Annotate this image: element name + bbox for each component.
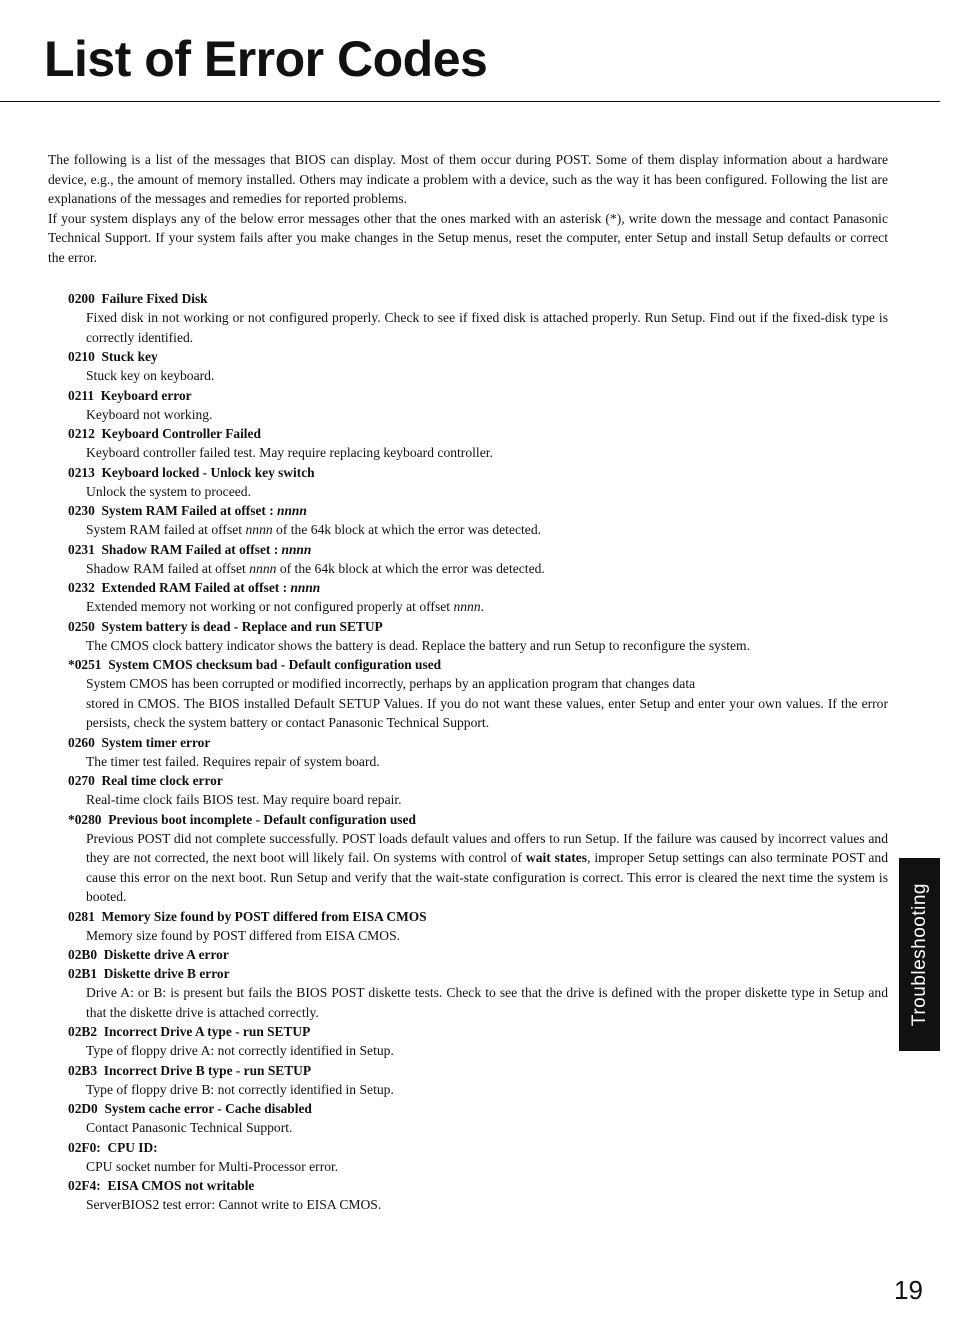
error-entry-02F0 <box>48 1138 888 1177</box>
error-code: 02B2 <box>68 1024 98 1039</box>
description-text: of the 64k block at which the error was detected. <box>272 522 542 537</box>
error-entry-heading <box>68 1061 888 1080</box>
description-text: Extended memory not working or not configured properly at offset <box>86 599 454 614</box>
error-entry-02B2 <box>48 1022 888 1061</box>
error-entry-heading <box>68 907 888 926</box>
offset-variable: nnnn <box>281 541 312 557</box>
error-entry-0232 <box>48 578 888 617</box>
error-code: 02D0 <box>68 1101 98 1116</box>
error-entry-0281 <box>48 907 888 946</box>
description-text: , improper Setup settings can also terminate POST and cause this error on the next boot. Run Setup and verify that the wait-state configuration is correct. This error is cleared the next time the system is booted. <box>86 850 889 904</box>
error-description: The CMOS clock battery indicator shows the battery is dead. Replace the battery and run Setup to reconfigure the system. <box>86 637 751 653</box>
error-code-list <box>48 289 888 1215</box>
error-description <box>86 597 888 617</box>
error-code: 02B3 <box>68 1062 98 1078</box>
error-entry-02B1 <box>48 964 888 1022</box>
error-entry-0210 <box>48 347 888 386</box>
error-entry-heading <box>68 945 888 964</box>
offset-variable: nnnn <box>453 599 481 614</box>
error-entry-0231 <box>48 540 888 579</box>
offset-variable: nnnn <box>277 503 307 518</box>
error-title: Keyboard locked - Unlock key switch <box>101 464 315 480</box>
error-entry-02B3 <box>48 1061 888 1100</box>
description-text: . <box>480 599 485 614</box>
error-title: Diskette drive B error <box>103 966 230 981</box>
error-title: CPU ID: <box>107 1139 158 1155</box>
error-code: 0232 <box>68 580 95 595</box>
error-entry-heading <box>68 655 888 674</box>
description-text: of the 64k block at which the error was detected. <box>276 560 545 576</box>
description-text: Shadow RAM failed at offset <box>86 560 250 576</box>
description-text: System RAM failed at offset <box>86 522 246 537</box>
error-code: 0250 <box>68 618 95 634</box>
error-entry-0212 <box>48 424 888 463</box>
error-entry-0250 <box>48 617 888 656</box>
error-title: Failure Fixed Disk <box>101 291 208 306</box>
error-entry-0251 <box>48 655 888 733</box>
error-code: 0211 <box>68 387 95 403</box>
error-entry-heading <box>68 1176 888 1195</box>
error-code: 0270 <box>68 773 95 788</box>
error-entry-0200 <box>48 289 888 347</box>
error-entry-heading <box>68 578 888 597</box>
page-number: 19 <box>894 1275 923 1305</box>
error-entry-0260 <box>48 733 888 772</box>
error-title: Real time clock error <box>101 773 223 788</box>
error-code: 0200 <box>68 291 95 306</box>
error-entry-0213 <box>48 463 888 502</box>
error-code: 0213 <box>68 464 95 480</box>
error-title: System timer error <box>101 734 211 750</box>
error-entry-heading <box>68 617 888 636</box>
error-entry-heading <box>68 501 888 520</box>
error-description: CPU socket number for Multi-Processor error. <box>86 1158 339 1174</box>
error-description: Type of floppy drive A: not correctly identified in Setup. <box>86 1043 394 1058</box>
error-title: Incorrect Drive A type - run SETUP <box>103 1024 311 1039</box>
offset-variable: nnnn <box>245 522 273 537</box>
error-code: 0210 <box>68 349 95 364</box>
error-title: Previous boot incomplete - Default configuration used <box>108 811 416 827</box>
error-entry-heading <box>68 540 888 559</box>
error-entry-0230 <box>48 501 888 540</box>
error-entry-heading <box>68 463 888 482</box>
error-entry-heading <box>68 347 888 366</box>
error-code: 0231 <box>68 541 95 557</box>
error-description: Contact Panasonic Technical Support. <box>86 1120 293 1135</box>
intro-paragraph-2: If your system displays any of the below error messages other that the ones marked with an asterisk (*), write down the message and contact Panasonic Technical Support. If your system fails after you make changes in the Setup menus, reset the computer, enter Setup and install Setup defaults or correct the error. <box>48 210 888 265</box>
error-description <box>86 829 888 907</box>
error-entry-heading <box>68 771 888 790</box>
error-title: Keyboard Controller Failed <box>101 426 261 441</box>
error-entry-heading <box>68 810 888 829</box>
error-title: System CMOS checksum bad - Default configuration used <box>108 657 442 672</box>
error-title: System RAM Failed at offset : <box>101 503 274 518</box>
error-description: Unlock the system to proceed. <box>86 483 251 499</box>
offset-variable: nnnn <box>290 580 321 595</box>
error-title: Stuck key <box>101 349 158 364</box>
description-line: stored in CMOS. The BIOS installed Default SETUP Values. If you do not want these values, enter Setup and enter your own values. If the error persists, check the system battery or contact Panasonic Technical Support. <box>86 695 888 730</box>
page-title: List of Error Codes <box>44 31 488 87</box>
error-description: Memory size found by POST differed from EISA CMOS. <box>86 927 401 943</box>
title-rule <box>0 101 940 102</box>
error-entry-0280 <box>48 810 888 907</box>
error-description: Drive A: or B: is present but fails the BIOS POST diskette tests. Check to see that the drive is defined with the proper diskette type in Setup and that the diskette drive is attached correctly. <box>86 985 888 1020</box>
error-description: Real-time clock fails BIOS test. May require board repair. <box>86 792 402 807</box>
error-title: Keyboard error <box>100 387 192 403</box>
offset-variable: nnnn <box>249 560 277 576</box>
error-description <box>86 520 888 540</box>
error-entry-heading <box>68 733 888 752</box>
error-title: Extended RAM Failed at offset : <box>101 580 288 595</box>
error-title: Memory Size found by POST differed from EISA CMOS <box>101 908 427 924</box>
error-description: Type of floppy drive B: not correctly identified in Setup. <box>86 1081 394 1097</box>
error-code: 02B1 <box>68 966 98 981</box>
error-entry-heading <box>68 424 888 443</box>
error-description: Keyboard not working. <box>86 406 213 422</box>
error-title: System battery is dead - Replace and run SETUP <box>101 618 383 634</box>
intro-section <box>48 150 888 267</box>
error-title: Shadow RAM Failed at offset : <box>101 541 279 557</box>
description-emphasis: wait states <box>525 850 588 865</box>
error-code: 02F4: <box>68 1178 101 1193</box>
section-tab-label: Troubleshooting <box>908 882 930 1027</box>
error-code: 0230 <box>68 503 95 518</box>
error-title: System cache error - Cache disabled <box>104 1101 312 1116</box>
error-description: Fixed disk in not working or not configured properly. Check to see if fixed disk is attached properly. Run Setup. Find out if the fixed-disk type is correctly identified. <box>86 310 888 345</box>
error-title: Diskette drive A error <box>103 947 229 962</box>
error-title: Incorrect Drive B type - run SETUP <box>103 1062 312 1078</box>
error-description <box>86 674 888 733</box>
error-code: 02F0: <box>68 1139 101 1155</box>
error-entry-0211 <box>48 386 888 425</box>
error-code: 0281 <box>68 908 95 924</box>
error-description: Stuck key on keyboard. <box>86 368 215 383</box>
error-code: *0280 <box>68 811 102 827</box>
error-entry-heading <box>68 1138 888 1157</box>
description-text: Previous POST did not complete successfully. POST loads default values and offers to run Setup. If the failure was caused by incorrect values and they are not corrected, the next boot will likely fail. On systems with control of <box>86 830 888 865</box>
error-title: EISA CMOS not writable <box>107 1178 255 1193</box>
error-entry-heading <box>68 386 888 405</box>
error-entry-heading <box>68 1022 888 1041</box>
section-tab <box>899 858 940 1051</box>
error-entry-02B0 <box>48 945 888 964</box>
error-code: 0212 <box>68 426 95 441</box>
description-line: System CMOS has been corrupted or modified incorrectly, perhaps by an application program that changes data <box>86 676 696 691</box>
error-entry-02D0 <box>48 1099 888 1138</box>
error-entry-heading <box>68 964 888 983</box>
error-entry-heading <box>68 1099 888 1118</box>
error-code: *0251 <box>68 657 102 672</box>
error-description: ServerBIOS2 test error: Cannot write to EISA CMOS. <box>86 1197 382 1212</box>
intro-paragraph-1: The following is a list of the messages that BIOS can display. Most of them occur during POST. Some of them display information about a hardware device, e.g., the amount of memory installed. Others may indicate a problem with a device, such as the way it has been configured. Following the list are explanations of the messages and remedies for reported problems. <box>48 152 888 206</box>
error-code: 0260 <box>68 734 95 750</box>
error-description: The timer test failed. Requires repair of system board. <box>86 753 380 769</box>
error-entry-02F4 <box>48 1176 888 1215</box>
error-entry-0270 <box>48 771 888 810</box>
error-entry-heading <box>68 289 888 308</box>
error-description: Keyboard controller failed test. May require replacing keyboard controller. <box>86 445 493 460</box>
error-code: 02B0 <box>68 947 98 962</box>
error-description <box>86 559 888 579</box>
